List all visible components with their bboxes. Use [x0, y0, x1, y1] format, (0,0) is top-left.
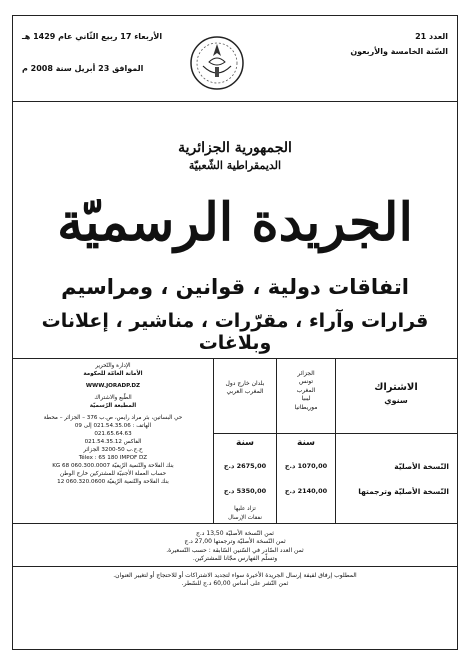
- footer-block: [16, 530, 454, 564]
- phone-2: 021.65.64.63: [94, 431, 132, 437]
- country-libya: ليبيا: [301, 395, 311, 403]
- republic-line-2: الديمقراطية الشّعبيّة: [188, 159, 282, 172]
- footer-divider: [12, 566, 458, 567]
- year-header-foreign: سنة: [236, 438, 254, 448]
- price-foreign-translated: 5350,00 د.ج: [223, 487, 267, 495]
- phone-1: الهاتف : 021.54.35.06 إلى 09: [74, 423, 152, 429]
- row-original-label: النّسخة الأصليّة: [394, 462, 449, 471]
- footer-price-original: ثمن النّسخة الأصليّة 13,50 د.ج: [196, 530, 274, 537]
- table-top-line: [12, 358, 458, 359]
- footer-indexes: وتسلّم الفهارس مجّانا للمشتركين.: [192, 555, 278, 563]
- footer-price-translated: ثمن النّسخة الأصليّة وترجمتها 27,00 د.ج: [184, 538, 286, 546]
- website-link[interactable]: WWW.JORADP.DZ: [85, 383, 141, 389]
- subtitle-1: اتفاقات دولية ، قوانين ، ومراسيم: [61, 275, 409, 299]
- table-bottom-line: [12, 523, 458, 524]
- maghreb-countries-list: [277, 370, 335, 412]
- editorial-printing: الطّبع والاشتراك: [94, 395, 132, 401]
- footer-past-issues: ثمن العدد الصّادر في السّنين السّابقة : حسب التّسعيرة.: [166, 546, 304, 554]
- editorial-block: [16, 362, 210, 486]
- date-hijri: الأربعاء 17 ربيع الثّاني عام 1429 هـ: [22, 32, 163, 41]
- subtitle-2: قرارات وآراء ، مقرّرات ، مناشير ، إعلانات وبلاغات: [41, 310, 429, 354]
- country-tunisia: تونس: [298, 378, 314, 386]
- telex: Télex : 65 180 IMPOF DZ: [78, 455, 148, 461]
- year-label: السّنة الخامسة والأربعون: [350, 47, 448, 56]
- bank-3: بنك الفلاحة والتّنمية الرّيفيّة 060.320.0600 12: [57, 479, 169, 485]
- editorial-secretariat: الأمانة العامّة للحكومة: [83, 371, 143, 377]
- price-algeria-original: 1070,00 د.ج: [284, 462, 328, 470]
- bank-1: بنك الفلاحة والتّنمية الرّيفيّة 060.300.0007 68 KG: [52, 463, 174, 469]
- footer-wrapper-note: المطلوب إرفاق لفيفة إرسال الجريدة الأخيرة سواء لتجديد الاشتراكات أو للاحتجاج أو لتغيير العنوان.: [113, 572, 357, 579]
- footer-notes: [16, 572, 454, 589]
- date-gregorian: الموافق 23 أبريل سنة 2008 م: [22, 64, 144, 73]
- subscription-label: الاشتراك: [374, 382, 418, 393]
- republic-line-1: الجمهورية الجزائرية: [178, 140, 292, 156]
- bank-2: حساب العملة الأجنبيّة للمشتركين خارج الوطن: [59, 471, 167, 477]
- footer-publication-price: ثمن النّشر على أساس 60,00 د.ج للسّطر.: [181, 580, 289, 588]
- foreign-countries-label: بلدان خارج دول المغرب العربي: [225, 380, 265, 396]
- fax: الفاكس 021.54.35.12: [84, 439, 142, 445]
- editorial-official-press: المطبعة الرّسميّة: [89, 403, 137, 409]
- editorial-admin: الإدارة والتّحرير: [95, 363, 131, 369]
- foreign-note-2: نفقات الإرسال: [228, 515, 262, 521]
- national-emblem-icon: [187, 34, 247, 92]
- journal-title: الجريدة الرسميّة: [57, 192, 413, 253]
- issue-number: العدد 21: [415, 32, 448, 41]
- header-divider: [12, 101, 458, 102]
- price-foreign-original: 2675,00 د.ج: [223, 462, 267, 470]
- country-algeria: الجزائر: [297, 370, 315, 377]
- address: حي البساتين، بئر مراد رايس، ص.ب 376 – الجزائر – محطة: [43, 415, 183, 421]
- ccp: ح.ج.ب 50-3200 الجزائر: [83, 447, 143, 453]
- row-translated-label: النّسخة الأصليّة وترجمتها: [358, 487, 449, 496]
- price-algeria-translated: 2140,00 د.ج: [284, 487, 328, 495]
- country-morocco: المغرب: [296, 386, 316, 394]
- country-mauritania: موريطانيا: [294, 403, 318, 411]
- subscription-annual: سنوي: [384, 396, 408, 405]
- foreign-note-1: تزاد عليها: [234, 506, 256, 512]
- year-row-line: [213, 433, 458, 434]
- year-header-algeria: سنة: [297, 438, 315, 448]
